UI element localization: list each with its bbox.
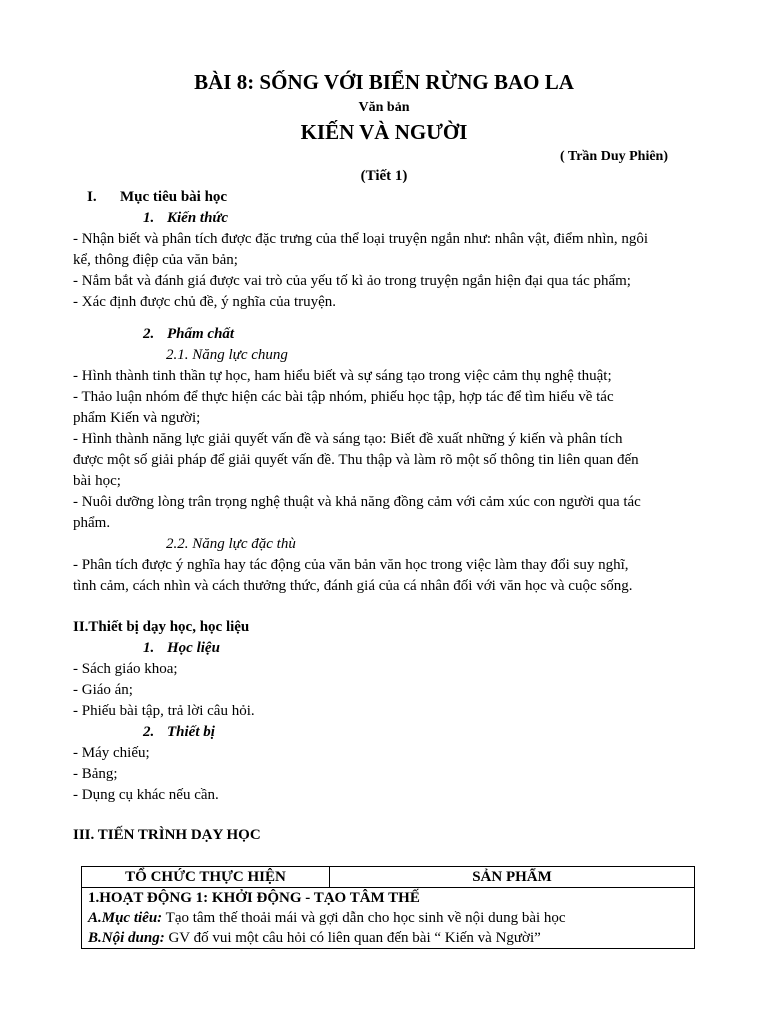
quality-num: 2. (143, 326, 155, 342)
general-line: phẩm. (73, 515, 111, 531)
general-line: - Thảo luận nhóm để thực hiện các bài tập nhóm, phiếu học tập, hợp tác để tìm hiểu về tác (73, 389, 614, 405)
general-competence-title: 2.1. Năng lực chung (166, 347, 288, 363)
specific-line: - Phân tích được ý nghĩa hay tác động của văn bản văn học trong việc làm thay đổi suy nghĩ, (73, 557, 629, 573)
content-line (88, 928, 688, 948)
equipment-item: - Bảng; (73, 766, 118, 782)
knowledge-line: - Nhận biết và phân tích được đặc trưng của thể loại truyện ngắn như: nhân vật, điểm nhìn, ngôi (73, 231, 649, 247)
section2-title: II.Thiết bị dạy học, học liệu (73, 619, 250, 635)
header-organize: TỔ CHỨC THỰC HIỆN (82, 867, 330, 888)
knowledge-line: - Xác định được chủ đề, ý nghĩa của truyện. (73, 294, 337, 310)
knowledge-num: 1. (143, 210, 155, 226)
specific-competence-title: 2.2. Năng lực đặc thù (166, 536, 296, 552)
knowledge-title: Kiến thức (167, 210, 229, 226)
material-item: - Phiếu bài tập, trả lời câu hỏi. (73, 703, 255, 719)
materials-num: 1. (143, 640, 155, 656)
lesson-plan-table (81, 866, 695, 949)
quality-title: Phẩm chất (167, 326, 235, 342)
content-label: B.Nội dung: (88, 930, 165, 946)
materials-title: Học liệu (167, 640, 220, 656)
section1-heading (87, 187, 732, 208)
table-header-row (82, 867, 695, 888)
work-title: KIẾN VÀ NGƯỜI (300, 120, 468, 144)
text-type: Văn bản (358, 100, 410, 115)
header-product: SẢN PHẨM (330, 867, 695, 888)
general-line: - Nuôi dưỡng lòng trân trọng nghệ thuật và khả năng đồng cảm với cảm xúc con người qua tác (73, 494, 641, 510)
materials-heading (143, 638, 768, 659)
section1-title: Mục tiêu bài học (120, 189, 228, 205)
knowledge-line: kể, thông điệp của văn bản; (73, 252, 238, 268)
knowledge-line: - Nắm bắt và đánh giá được vai trò của yếu tố kì ảo trong truyện ngắn hiện đại qua tác phẩm; (73, 273, 631, 289)
table-row (82, 888, 695, 949)
general-line: - Hình thành năng lực giải quyết vấn đề và sáng tạo: Biết đề xuất những ý kiến và phân tích (73, 431, 623, 447)
equipment-num: 2. (143, 724, 155, 740)
equipment-item: - Dụng cụ khác nếu cần. (73, 787, 219, 803)
general-line: phẩm Kiến và người; (73, 410, 201, 426)
activity-cell (82, 888, 695, 949)
general-line: - Hình thành tinh thần tự học, ham hiểu biết và sự sáng tạo trong việc cảm thụ nghệ thuật; (73, 368, 612, 384)
general-line: được một số giải pháp để giải quyết vấn đề. Thu thập và làm rõ một số thông tin liên quan đến (73, 452, 639, 468)
material-item: - Giáo án; (73, 682, 133, 698)
goal-line (88, 908, 688, 928)
activity-title: 1.HOẠT ĐỘNG 1: KHỞI ĐỘNG - TẠO TÂM THẾ (88, 890, 420, 906)
section1-roman: I. (87, 189, 97, 205)
material-item: - Sách giáo khoa; (73, 661, 178, 677)
goal-text: Tạo tâm thế thoải mái và gợi dẫn cho học sinh về nội dung bài học (162, 910, 566, 926)
lesson-title: BÀI 8: SỐNG VỚI BIỂN RỪNG BAO LA (194, 70, 574, 94)
period: (Tiết 1) (360, 168, 408, 184)
section3-title: III. TIẾN TRÌNH DẠY HỌC (73, 827, 261, 843)
knowledge-heading (143, 208, 768, 229)
general-line: bài học; (73, 473, 121, 489)
content-text: GV đố vui một câu hỏi có liên quan đến bài “ Kiến và Người” (164, 930, 541, 946)
quality-heading (143, 324, 768, 345)
equipment-title: Thiết bị (167, 724, 215, 740)
specific-line: tình cảm, cách nhìn và cách thưởng thức, đánh giá của cá nhân đối với văn học và cuộc sống. (73, 578, 633, 594)
author: ( Trần Duy Phiên) (560, 149, 668, 164)
equipment-item: - Máy chiếu; (73, 745, 150, 761)
goal-label: A.Mục tiêu: (88, 910, 163, 926)
equipment-heading (143, 722, 768, 743)
